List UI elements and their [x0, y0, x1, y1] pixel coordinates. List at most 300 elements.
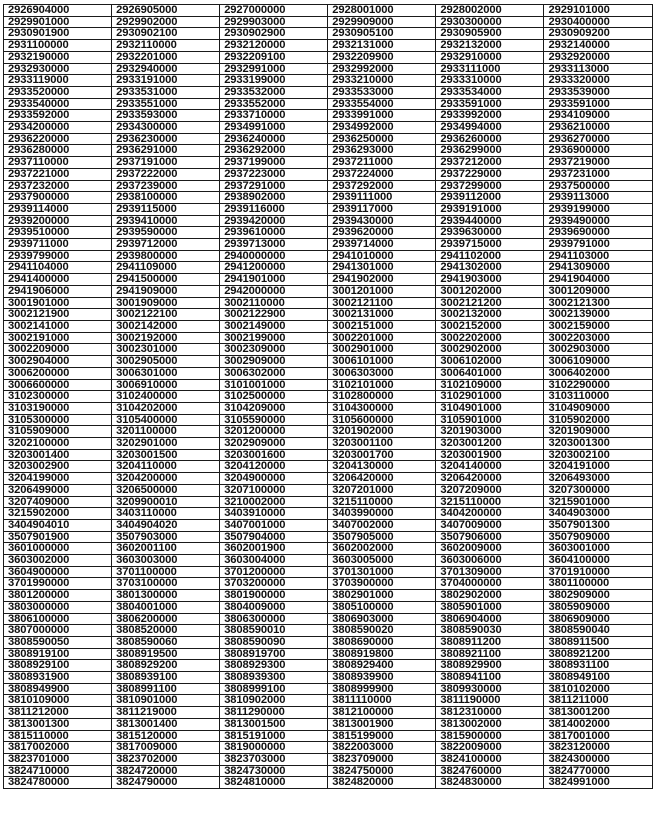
table-cell: 3815120000 — [112, 730, 220, 742]
table-row — [4, 51, 653, 63]
table-cell: 2933991000 — [328, 110, 436, 122]
table-cell: 3002301000 — [112, 344, 220, 356]
table-cell: 2939712000 — [112, 239, 220, 251]
table-cell: 3811290000 — [220, 707, 328, 719]
table-cell: 3001202000 — [436, 285, 544, 297]
table-cell: 3811110000 — [328, 695, 436, 707]
table-cell: 3808931100 — [544, 660, 652, 672]
table-cell: 2939117000 — [328, 203, 436, 215]
table-row — [4, 16, 653, 28]
table-cell: 3203002900 — [4, 461, 112, 473]
table-cell: 3808690000 — [328, 636, 436, 648]
table-cell: 3703100000 — [112, 578, 220, 590]
table-cell: 3603001000 — [544, 543, 652, 555]
table-cell: 3203001300 — [544, 438, 652, 450]
table-cell: 3603006000 — [436, 555, 544, 567]
table-row — [4, 718, 653, 730]
table-cell: 3201903000 — [436, 426, 544, 438]
table-cell: 3204200000 — [112, 473, 220, 485]
table-cell: 3808911500 — [544, 636, 652, 648]
table-row — [4, 519, 653, 531]
table-cell: 3102290000 — [544, 379, 652, 391]
table-row — [4, 285, 653, 297]
table-cell: 3407001000 — [220, 519, 328, 531]
table-cell: 3105300000 — [4, 414, 112, 426]
table-cell: 3203001600 — [220, 449, 328, 461]
table-cell: 2942000000 — [220, 285, 328, 297]
table-cell: 3824991000 — [544, 777, 652, 789]
table-row — [4, 695, 653, 707]
table-cell: 2939620000 — [328, 227, 436, 239]
table-cell: 2926904000 — [4, 5, 112, 17]
table-cell: 2936292000 — [220, 145, 328, 157]
table-cell: 2936240000 — [220, 133, 328, 145]
table-row — [4, 168, 653, 180]
table-row — [4, 239, 653, 251]
table-cell: 3006301000 — [112, 367, 220, 379]
table-cell: 3802909000 — [544, 590, 652, 602]
table-row — [4, 180, 653, 192]
table-cell: 3808929100 — [4, 660, 112, 672]
table-cell: 2933111000 — [436, 63, 544, 75]
table-cell: 2939430000 — [328, 215, 436, 227]
table-cell: 3824770000 — [544, 765, 652, 777]
table-row — [4, 636, 653, 648]
table-cell: 3002151000 — [328, 320, 436, 332]
table-row — [4, 707, 653, 719]
table-cell: 2933540000 — [4, 98, 112, 110]
table-cell: 3806909000 — [544, 613, 652, 625]
table-cell: 2937223000 — [220, 168, 328, 180]
table-cell: 3817002000 — [4, 742, 112, 754]
table-cell: 2939114000 — [4, 203, 112, 215]
table-row — [4, 86, 653, 98]
table-cell: 3002904000 — [4, 356, 112, 368]
table-cell: 2941109000 — [112, 262, 220, 274]
table-cell: 2937224000 — [328, 168, 436, 180]
table-cell: 3203001200 — [436, 438, 544, 450]
table-cell: 3808590040 — [544, 625, 652, 637]
table-cell: 3105400000 — [112, 414, 220, 426]
table-cell: 2941103000 — [544, 250, 652, 262]
table-row — [4, 531, 653, 543]
table-cell: 3824730000 — [220, 765, 328, 777]
table-cell: 3811190000 — [436, 695, 544, 707]
table-cell: 3101001000 — [220, 379, 328, 391]
table-cell: 2933520000 — [4, 86, 112, 98]
table-cell: 3206420000 — [328, 473, 436, 485]
table-cell: 2941901000 — [220, 274, 328, 286]
table-cell: 3703200000 — [220, 578, 328, 590]
table-cell: 3002903000 — [544, 344, 652, 356]
table-cell: 3801900000 — [220, 590, 328, 602]
table-cell: 3701910000 — [544, 566, 652, 578]
table-cell: 3002149000 — [220, 320, 328, 332]
table-cell: 3207201000 — [328, 484, 436, 496]
table-cell: 2939610000 — [220, 227, 328, 239]
table-cell: 2941904000 — [544, 274, 652, 286]
table-cell: 3204199000 — [4, 473, 112, 485]
table-row — [4, 672, 653, 684]
table-cell: 3602002000 — [328, 543, 436, 555]
table-cell: 3813001500 — [220, 718, 328, 730]
table-row — [4, 332, 653, 344]
table-cell: 3204191000 — [544, 461, 652, 473]
table-cell: 3810109000 — [4, 695, 112, 707]
table-cell: 2941903000 — [436, 274, 544, 286]
table-cell: 3206493000 — [544, 473, 652, 485]
table-row — [4, 192, 653, 204]
table-cell: 2932209900 — [328, 51, 436, 63]
table-cell: 2929909000 — [328, 16, 436, 28]
table-cell: 2939200000 — [4, 215, 112, 227]
table-cell: 2930905900 — [436, 28, 544, 40]
table-cell: 2937299000 — [436, 180, 544, 192]
table-cell: 2932140000 — [544, 40, 652, 52]
table-cell: 3002159000 — [544, 320, 652, 332]
table-row — [4, 426, 653, 438]
table-cell: 2928002000 — [436, 5, 544, 17]
table-row — [4, 590, 653, 602]
table-cell: 2939112000 — [436, 192, 544, 204]
table-cell: 2941909000 — [112, 285, 220, 297]
table-row — [4, 250, 653, 262]
table-cell: 2936220000 — [4, 133, 112, 145]
table-row — [4, 473, 653, 485]
table-cell: 3204900000 — [220, 473, 328, 485]
table-cell: 3808921200 — [544, 648, 652, 660]
table-cell: 3808590050 — [4, 636, 112, 648]
table-cell: 3002201000 — [328, 332, 436, 344]
table-row — [4, 449, 653, 461]
table-cell: 2937239000 — [112, 180, 220, 192]
table-row — [4, 613, 653, 625]
table-cell: 3104909000 — [544, 402, 652, 414]
table-cell: 3001909000 — [112, 297, 220, 309]
table-cell: 3002121300 — [544, 297, 652, 309]
table-cell: 3823709000 — [328, 754, 436, 766]
table-cell: 3104300000 — [328, 402, 436, 414]
table-cell: 3701200000 — [220, 566, 328, 578]
table-cell: 3808939300 — [220, 672, 328, 684]
table-cell: 2937219000 — [544, 157, 652, 169]
table-cell: 3403110000 — [112, 508, 220, 520]
table-cell: 3811211000 — [544, 695, 652, 707]
table-cell: 2939690000 — [544, 227, 652, 239]
table-cell: 3006101000 — [328, 356, 436, 368]
table-cell: 3201902000 — [328, 426, 436, 438]
table-row — [4, 484, 653, 496]
table-cell: 3002192000 — [112, 332, 220, 344]
table-cell: 2932930000 — [4, 63, 112, 75]
table-cell: 2941301000 — [328, 262, 436, 274]
table-cell: 2932110000 — [112, 40, 220, 52]
table-cell: 3104901000 — [436, 402, 544, 414]
table-row — [4, 765, 653, 777]
table-cell: 2941400000 — [4, 274, 112, 286]
table-row — [4, 648, 653, 660]
table-cell: 3824710000 — [4, 765, 112, 777]
table-cell: 3105909000 — [4, 426, 112, 438]
table-row — [4, 110, 653, 122]
table-cell: 3815199000 — [328, 730, 436, 742]
table-cell: 2941500000 — [112, 274, 220, 286]
table-cell: 2939711000 — [4, 239, 112, 251]
table-cell: 3805909000 — [544, 601, 652, 613]
table-cell: 3203001700 — [328, 449, 436, 461]
table-cell: 2941309000 — [544, 262, 652, 274]
table-cell: 3215901000 — [544, 496, 652, 508]
table-cell: 3002152000 — [436, 320, 544, 332]
table-cell: 3822009000 — [436, 742, 544, 754]
table-cell: 3808919500 — [112, 648, 220, 660]
table-cell: 3808939900 — [328, 672, 436, 684]
table-cell: 3002191000 — [4, 332, 112, 344]
table-cell: 3006401000 — [436, 367, 544, 379]
table-cell: 3808590030 — [436, 625, 544, 637]
table-cell: 3806300000 — [220, 613, 328, 625]
table-cell: 2932131000 — [328, 40, 436, 52]
table-cell: 2939791000 — [544, 239, 652, 251]
table-cell: 2939420000 — [220, 215, 328, 227]
table-cell: 3207100000 — [220, 484, 328, 496]
table-cell: 3002909000 — [220, 356, 328, 368]
table-cell: 2940000000 — [220, 250, 328, 262]
table-cell: 3814002000 — [544, 718, 652, 730]
table-cell: 3822003000 — [328, 742, 436, 754]
table-cell: 3801200000 — [4, 590, 112, 602]
table-cell: 3002122900 — [220, 309, 328, 321]
table-cell: 2939510000 — [4, 227, 112, 239]
table-cell: 3507903000 — [112, 531, 220, 543]
table-cell: 3803000000 — [4, 601, 112, 613]
table-cell: 2933210000 — [328, 75, 436, 87]
table-cell: 3507905000 — [328, 531, 436, 543]
table-cell: 3206500000 — [112, 484, 220, 496]
table-cell: 3006102000 — [436, 356, 544, 368]
table-cell: 3210002000 — [220, 496, 328, 508]
table-cell: 2941104000 — [4, 262, 112, 274]
table-cell: 3203001900 — [436, 449, 544, 461]
table-cell: 2936293000 — [328, 145, 436, 157]
table-cell: 3404904010 — [4, 519, 112, 531]
table-cell: 3507909000 — [544, 531, 652, 543]
table-cell: 2933191000 — [112, 75, 220, 87]
table-cell: 3006302000 — [220, 367, 328, 379]
table-cell: 2933532000 — [220, 86, 328, 98]
table-cell: 3812100000 — [328, 707, 436, 719]
table-cell: 2930901900 — [4, 28, 112, 40]
table-cell: 2933593000 — [112, 110, 220, 122]
table-cell: 3006200000 — [4, 367, 112, 379]
table-cell: 2934992000 — [328, 122, 436, 134]
table-cell: 2939490000 — [544, 215, 652, 227]
table-cell: 2939440000 — [436, 215, 544, 227]
table-cell: 2932910000 — [436, 51, 544, 63]
table-cell: 3002122100 — [112, 309, 220, 321]
table-row — [4, 75, 653, 87]
table-cell: 3808939100 — [112, 672, 220, 684]
table-cell: 2933591000 — [544, 98, 652, 110]
table-cell: 2938100000 — [112, 192, 220, 204]
table-cell: 3602001900 — [220, 543, 328, 555]
table-row — [4, 555, 653, 567]
table-cell: 3804001000 — [112, 601, 220, 613]
table-row — [4, 566, 653, 578]
table-cell: 3811212000 — [4, 707, 112, 719]
table-cell: 2930300000 — [436, 16, 544, 28]
table-cell: 3002132000 — [436, 309, 544, 321]
table-row — [4, 98, 653, 110]
table-cell: 3206420000 — [436, 473, 544, 485]
table-cell: 2937500000 — [544, 180, 652, 192]
table-cell: 3507904000 — [220, 531, 328, 543]
table-cell: 3604900000 — [4, 566, 112, 578]
table-cell: 3006303000 — [328, 367, 436, 379]
table-cell: 3403910000 — [220, 508, 328, 520]
table-row — [4, 777, 653, 789]
table-cell: 3201909000 — [544, 426, 652, 438]
table-cell: 2934109000 — [544, 110, 652, 122]
table-cell: 3824790000 — [112, 777, 220, 789]
table-cell: 3002141000 — [4, 320, 112, 332]
table-cell: 3823120000 — [544, 742, 652, 754]
table-cell: 2929101000 — [544, 5, 652, 17]
table-cell: 3813001300 — [4, 718, 112, 730]
table-cell: 3602001100 — [112, 543, 220, 555]
table-cell: 3808941100 — [436, 672, 544, 684]
table-cell: 2939116000 — [220, 203, 328, 215]
table-cell: 3824760000 — [436, 765, 544, 777]
table-cell: 2930909200 — [544, 28, 652, 40]
table-cell: 3002131000 — [328, 309, 436, 321]
table-cell: 2929901000 — [4, 16, 112, 28]
table-cell: 3809930000 — [436, 683, 544, 695]
table-cell: 2941902000 — [328, 274, 436, 286]
table-cell: 3808590010 — [220, 625, 328, 637]
table-cell: 3810901000 — [112, 695, 220, 707]
table-cell: 3806903000 — [328, 613, 436, 625]
table-cell: 3824750000 — [328, 765, 436, 777]
table-cell: 3701301000 — [328, 566, 436, 578]
table-row — [4, 683, 653, 695]
table-row — [4, 122, 653, 134]
table-cell: 2932209100 — [220, 51, 328, 63]
table-row — [4, 203, 653, 215]
table-cell: 3808590090 — [220, 636, 328, 648]
table-cell: 3824780000 — [4, 777, 112, 789]
table-row — [4, 391, 653, 403]
table-cell: 2939199000 — [544, 203, 652, 215]
table-cell: 3404904020 — [112, 519, 220, 531]
table-cell: 3817009000 — [112, 742, 220, 754]
tariff-code-table — [3, 4, 653, 789]
table-cell: 2937291000 — [220, 180, 328, 192]
table-cell: 2937212000 — [436, 157, 544, 169]
table-cell: 3207209000 — [436, 484, 544, 496]
table-row — [4, 625, 653, 637]
table-cell: 3507901300 — [544, 519, 652, 531]
table-cell: 3103190000 — [4, 402, 112, 414]
table-cell: 3202100000 — [4, 438, 112, 450]
table-cell: 3207300000 — [544, 484, 652, 496]
table-cell: 2937110000 — [4, 157, 112, 169]
table-cell: 3808999900 — [328, 683, 436, 695]
table-cell: 3215902000 — [4, 508, 112, 520]
table-cell: 3203002100 — [544, 449, 652, 461]
table-cell: 3215110000 — [436, 496, 544, 508]
table-cell: 2934200000 — [4, 122, 112, 134]
table-cell: 2937211000 — [328, 157, 436, 169]
table-cell: 3204140000 — [436, 461, 544, 473]
table-cell: 2939713000 — [220, 239, 328, 251]
table-cell: 3105901000 — [436, 414, 544, 426]
table-cell: 3602009000 — [436, 543, 544, 555]
table-cell: 3002901000 — [328, 344, 436, 356]
table-cell: 3203001500 — [112, 449, 220, 461]
table-row — [4, 28, 653, 40]
table-cell: 3002110000 — [220, 297, 328, 309]
table-cell: 2939800000 — [112, 250, 220, 262]
table-cell: 2939714000 — [328, 239, 436, 251]
table-cell: 3703900000 — [328, 578, 436, 590]
table-cell: 2936260000 — [436, 133, 544, 145]
table-cell: 3002121200 — [436, 297, 544, 309]
table-cell: 2939115000 — [112, 203, 220, 215]
table-cell: 2927000000 — [220, 5, 328, 17]
table-cell: 3105590000 — [220, 414, 328, 426]
table-cell: 3507906000 — [436, 531, 544, 543]
table-cell: 3407009000 — [436, 519, 544, 531]
table-cell: 2930905100 — [328, 28, 436, 40]
table-cell: 3808991100 — [112, 683, 220, 695]
table-cell: 2933551000 — [112, 98, 220, 110]
table-cell: 3801100000 — [544, 578, 652, 590]
table-cell: 3808590060 — [112, 636, 220, 648]
table-cell: 2938902000 — [220, 192, 328, 204]
table-cell: 3824830000 — [436, 777, 544, 789]
table-cell: 3603004000 — [220, 555, 328, 567]
table-cell: 2930902900 — [220, 28, 328, 40]
table-row — [4, 133, 653, 145]
table-cell: 3704000000 — [436, 578, 544, 590]
table-cell: 2937199000 — [220, 157, 328, 169]
table-cell: 3808929900 — [436, 660, 544, 672]
table-cell: 2932940000 — [112, 63, 220, 75]
table-cell: 3808949100 — [544, 672, 652, 684]
table-cell: 2936291000 — [112, 145, 220, 157]
table-cell: 2933552000 — [220, 98, 328, 110]
table-cell: 3813001900 — [328, 718, 436, 730]
table-cell: 3202901000 — [112, 438, 220, 450]
table-cell: 3404903000 — [544, 508, 652, 520]
table-cell: 2932992000 — [328, 63, 436, 75]
table-cell: 3823702000 — [112, 754, 220, 766]
table-cell: 2936280000 — [4, 145, 112, 157]
table-cell: 3105902000 — [544, 414, 652, 426]
table-cell: 2934991000 — [220, 122, 328, 134]
table-cell: 3403990000 — [328, 508, 436, 520]
table-cell: 3807000000 — [4, 625, 112, 637]
table-cell: 2936299000 — [436, 145, 544, 157]
table-cell: 2932120000 — [220, 40, 328, 52]
table-cell: 3808590020 — [328, 625, 436, 637]
table-cell: 3603005000 — [328, 555, 436, 567]
table-row — [4, 730, 653, 742]
table-cell: 3207409000 — [4, 496, 112, 508]
table-cell: 3002203000 — [544, 332, 652, 344]
table-cell: 3215110000 — [328, 496, 436, 508]
